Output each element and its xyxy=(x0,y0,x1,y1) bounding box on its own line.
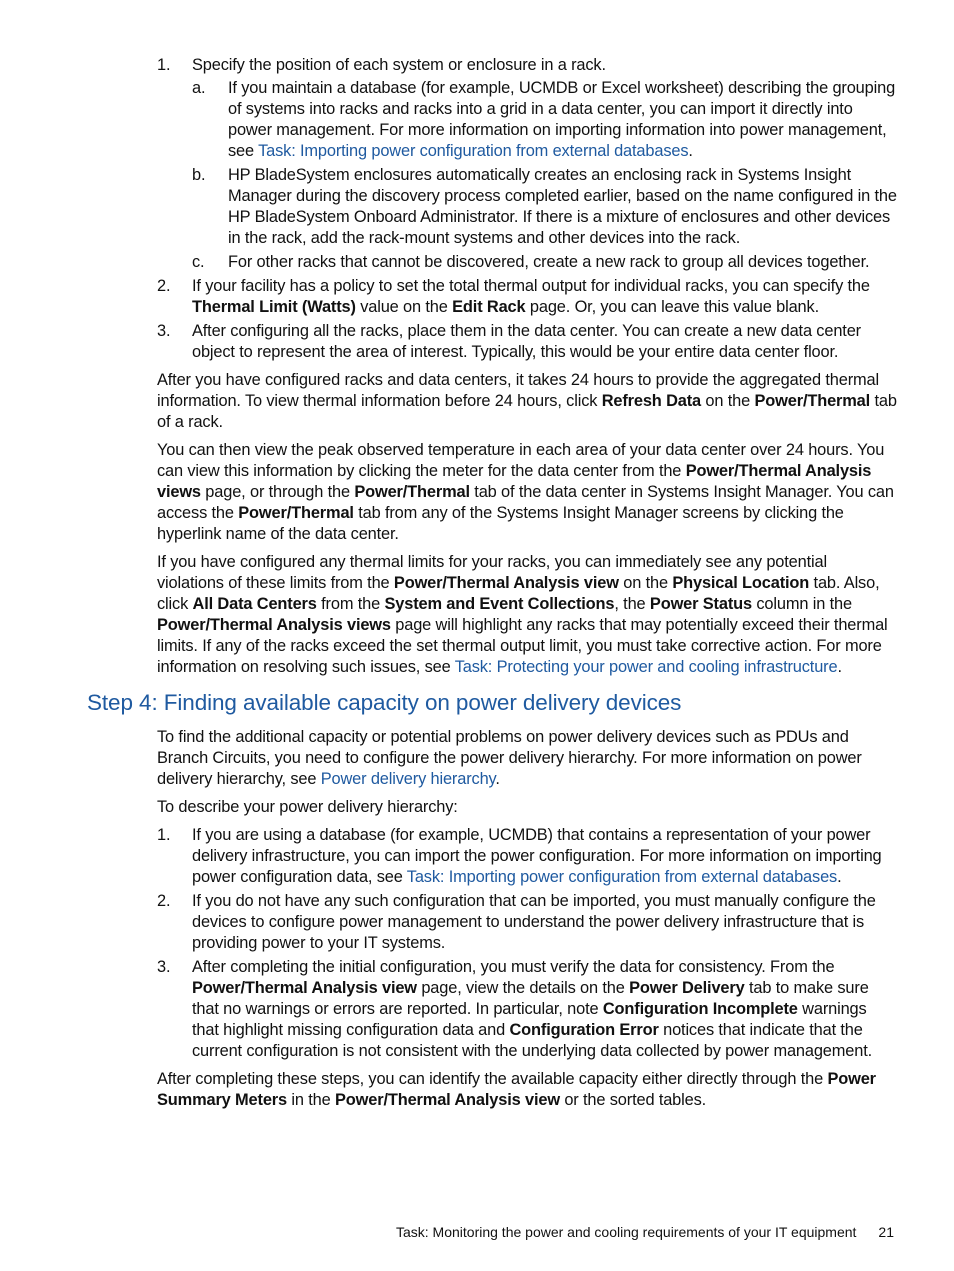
paragraph-refresh-data: After you have configured racks and data centers, it takes 24 hours to provide the aggregated thermal information. To view thermal information before 24 hours, click Refresh Data on the Power/Thermal tab of a rack. xyxy=(157,371,897,431)
sub-list-marker: a. xyxy=(192,79,206,97)
sub-list-item xyxy=(192,165,897,249)
section-heading: Step 4: Finding available capacity on power delivery devices xyxy=(87,690,682,715)
list-item xyxy=(157,321,897,363)
paragraph-available-capacity: After completing these steps, you can identify the available capacity either directly through the Power Summary Meters in the Power/Thermal Analysis view or the sorted tables. xyxy=(157,1070,876,1109)
sub-list xyxy=(192,78,897,273)
link-import-power-config[interactable]: Task: Importing power configuration from external databases xyxy=(258,142,689,160)
paragraph-peak-temperature: You can then view the peak observed temperature in each area of your data center over 24 hours. You can view this information by clicking the meter for the data center from the Power/Thermal Analysis views page, or through the Power/Thermal tab of the data center in Systems Insight Manager. You can access the Power/Thermal tab from any of the Systems Insight Manager screens by clicking the hyperlink name of the data center. xyxy=(157,441,894,543)
sub-list-item-text: HP BladeSystem enclosures automatically creates an enclosing rack in Systems Insight Manager during the discovery process completed earlier, based on the name configured in the HP BladeSystem Onboard Administrator. If there is a mixture of enclosures and other devices in the rack, add the rack-mount systems and other devices into the rack. xyxy=(228,166,897,247)
sub-list-item xyxy=(192,252,897,273)
page-number: 21 xyxy=(878,1224,894,1240)
list-number: 1. xyxy=(157,56,171,74)
list-item: 2. If your facility has a policy to set the total thermal output for individual racks, you can specify the Thermal Limit (Watts) value on the Edit Rack page. Or, you can leave this value blank. xyxy=(157,277,870,316)
sub-list-item-text: For other racks that cannot be discovered, create a new rack to group all devices together. xyxy=(228,253,870,271)
sub-list-marker: b. xyxy=(192,166,206,184)
rack-steps-list xyxy=(157,55,897,363)
list-number: 3. xyxy=(157,322,171,340)
paragraph-power-delivery-intro: To find the additional capacity or potential problems on power delivery devices such as PDUs and Branch Circuits, you need to configure the power delivery hierarchy. For more information on power delivery hierarchy, see Power delivery hierarchy. xyxy=(157,728,862,788)
sub-list-item: a. If you maintain a database (for example, UCMDB or Excel worksheet) describing the grouping of systems into racks and racks into a grid in a data center, you can import it directly into power management. For more information on importing information into power management, see Task: Importing power configuration from external databases. xyxy=(192,79,896,160)
link-protecting-power-cooling[interactable]: Task: Protecting your power and cooling infrastructure xyxy=(454,658,838,676)
sub-list-marker: c. xyxy=(192,253,205,271)
page-content xyxy=(87,55,897,1118)
list-item: 3. After completing the initial configuration, you must verify the data for consistency. From the Power/Thermal Analysis view page, view the details on the Power Delivery tab to make sure that no warnings or errors are reported. In particular, note Configuration Incomplete warnings that highlight missing configuration data and Configuration Error notices that indicate that the current configuration is not consistent with the underlying data collected by power management. xyxy=(157,958,873,1060)
footer-title: Task: Monitoring the power and cooling requirements of your IT equipment xyxy=(395,1224,857,1240)
list-item: 1. If you are using a database (for example, UCMDB) that contains a representation of your power delivery infrastructure, you can import the power configuration. For more information on importing power configuration data, see Task: Importing power configuration from external databases. xyxy=(157,826,882,886)
list-item-text: After configuring all the racks, place them in the data center. You can create a new data center object to represent the area of interest. Typically, this would be your entire data center floor. xyxy=(192,322,861,361)
link-import-power-config[interactable]: Task: Importing power configuration from external databases xyxy=(406,868,838,886)
link-power-delivery-hierarchy[interactable]: Power delivery hierarchy xyxy=(320,770,496,788)
paragraph-thermal-limits: If you have configured any thermal limits for your racks, you can immediately see any potential violations of these limits from the Power/Thermal Analysis view on the Physical Location tab. Also, click All Data Centers from the System and Event Collections, the Power Status column in the Power/Thermal Analysis views page will highlight any racks that may potentially exceed their thermal limits. If any of the racks exceed the set thermal output limit, you must take corrective action. For more information on resolving such issues, see Task: Protecting your power and cooling infrastructure. xyxy=(157,553,888,676)
paragraph-describe-hierarchy: To describe your power delivery hierarchy: xyxy=(157,798,458,816)
list-number: 2. xyxy=(157,892,171,910)
list-item-text: If you do not have any such configuration that can be imported, you must manually configure the devices to configure power management to understand the power delivery infrastructure that is providing power to your IT systems. xyxy=(192,892,876,952)
list-number: 2. xyxy=(157,277,171,295)
power-delivery-steps-list xyxy=(157,825,897,1062)
list-number: 1. xyxy=(157,826,171,844)
list-item xyxy=(157,55,897,273)
ui-term-edit-rack: Edit Rack xyxy=(452,298,526,316)
sub-list-item-text: If you maintain a database (for example, UCMDB or Excel worksheet) describing the grouping of systems into racks and racks into a grid in a data center, you can import it directly into power management. For more information on importing information into power management, see xyxy=(228,79,896,160)
page-footer xyxy=(396,1223,894,1241)
list-item-text: Specify the position of each system or enclosure in a rack. xyxy=(192,56,606,74)
list-item xyxy=(157,891,897,954)
ui-term-thermal-limit: Thermal Limit (Watts) xyxy=(192,298,356,316)
list-number: 3. xyxy=(157,958,171,976)
